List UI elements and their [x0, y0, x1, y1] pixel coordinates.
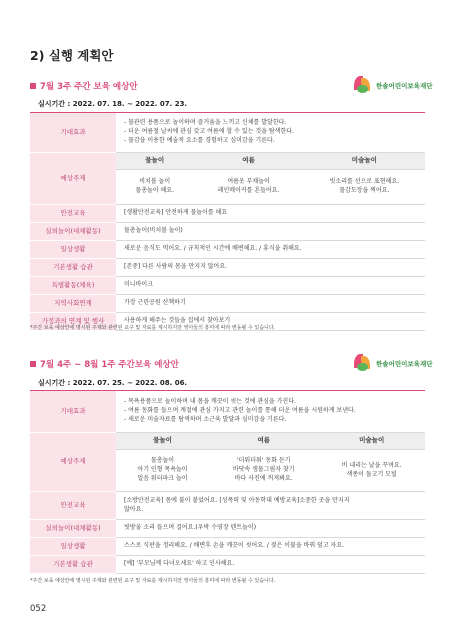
goal-content	[116, 391, 425, 433]
outdoor-label: 실외놀이(대체활동)	[30, 520, 116, 538]
theme-line: 여름옷 부채놀이	[227, 178, 270, 186]
theme-header: 여름	[193, 153, 303, 170]
goal-line: - 목욕용품으로 놀이하며 내 몸을 깨끗이 씻는 것에 관심을 가진다.	[124, 398, 296, 406]
theme-line: 아기 인형 목욕놀이	[137, 466, 188, 474]
safety-row	[30, 205, 425, 223]
safety-content	[116, 492, 425, 520]
daily-content: 새로운 음식도 먹어요. / 규칙적인 시간에 배변해요. / 휴식을 취해요.	[116, 241, 425, 259]
page-number: 052	[30, 604, 47, 614]
goal-line: - 물관련 용품으로 놀이하며 즐거움을 느끼고 신체를 발달한다.	[124, 119, 287, 127]
theme-cell	[318, 450, 425, 492]
theme-line: 색종이 돌고기 모빌	[346, 470, 397, 478]
special-content: 미니바이크	[116, 277, 425, 295]
theme-line: 비치볼 놀이	[139, 178, 171, 186]
goal-row	[30, 113, 425, 153]
square-bullet-icon	[30, 361, 36, 367]
community-row	[30, 295, 425, 313]
goal-label: 기대효과	[30, 113, 116, 153]
special-row	[30, 277, 425, 295]
goal-line: - 여름 동화를 들으며 계절에 관심 가지고 관련 놀이를 통해 더운 여름을 시원하게 보낸다.	[124, 407, 356, 415]
theme-cell	[304, 170, 425, 205]
goal-line: - 물감을 이용한 예술적 요소를 경험하고 심미감을 기른다.	[124, 136, 275, 144]
theme-cell	[116, 450, 209, 492]
theme-header: 미술놀이	[318, 433, 425, 450]
theme-line: '더워더워' 동화 듣기	[236, 457, 291, 465]
theme-line: 레인메이커를 흔들어요.	[217, 187, 280, 194]
habit-content: [예] '부모님께 다녀오세요' 하고 인사해요.	[116, 556, 425, 574]
theme-header: 여름	[209, 433, 318, 450]
goal-label: 기대효과	[30, 391, 116, 433]
safety-label: 안전교육	[30, 205, 116, 223]
leaf-logo-icon	[352, 354, 374, 372]
foundation-logo	[352, 354, 433, 372]
foundation-logo	[352, 76, 433, 94]
habit-row	[30, 259, 425, 277]
community-label: 지역사회연계	[30, 295, 116, 313]
theme-line: 물감도장을 찍어요.	[339, 187, 390, 194]
page-title: 2) 실행 계획안	[30, 48, 114, 63]
logo-name: 한솔어린이보육재단	[376, 359, 433, 368]
outdoor-row	[30, 223, 425, 241]
safety-line: 않아요.	[124, 505, 144, 513]
family-content: 사용하게 해주는 것들을 집에서 찾아보기	[116, 313, 425, 331]
plan-1-note: *주간 보육 예상안에 명시된 주제와 관련된 교구 및 자료를 제시하지만 영아들의 흥미에 따라 변동될 수 있습니다.	[30, 325, 276, 331]
family-label: 가정과의 연계 및 행사	[30, 313, 116, 331]
goal-content	[116, 113, 425, 153]
daily-row	[30, 538, 425, 556]
plan-2-heading-text: 7월 4주 ~ 8월 1주 주간보육 예상안	[40, 360, 179, 370]
safety-row	[30, 492, 425, 520]
theme-line: 물총놀이	[150, 457, 175, 465]
plan-2-period: 실시기간 : 2022. 07. 25. ~ 2022. 08. 06.	[38, 379, 188, 387]
safety-label: 안전교육	[30, 492, 116, 520]
habit-content: [존중] 다른 사람의 몸을 만지지 않아요.	[116, 259, 425, 277]
theme-header: 물놀이	[116, 153, 193, 170]
plan-1-heading	[30, 80, 138, 92]
plan-1-table	[30, 112, 425, 331]
plan-2-heading	[30, 358, 179, 370]
theme-header: 물놀이	[116, 433, 209, 450]
community-content: 가장 근린공원 산책하기	[116, 295, 425, 313]
goal-line: - 더운 여름철 날씨에 관심 갖고 여름에 할 수 있는 것을 탐색한다.	[124, 128, 294, 136]
theme-line: 바다 사진에 꺼져봐요.	[234, 474, 293, 482]
goal-line: - 새로운 미술자료를 탐색하며 소근육 발달과 심미감을 기른다.	[124, 415, 287, 423]
theme-header: 미술놀이	[304, 153, 425, 170]
theme-header-row	[30, 433, 425, 450]
habit-label: 기본생활 습관	[30, 259, 116, 277]
plan-2-note: *주간 보육 예상안에 명시된 주제와 관련된 교구 및 자료를 제시하지만 영아들의 흥미에 따라 변동될 수 있습니다.	[30, 578, 276, 584]
theme-line: 바닷속 생물그림자 찾기	[232, 466, 295, 474]
theme-line: 얼음 워터파크 놀이	[137, 474, 188, 482]
daily-content: 스스로 식판을 정리해요. / 배변후 손을 깨끗이 씻어요. / 젖은 이불을 바꿔 덮고 자요.	[116, 538, 425, 556]
plan-1-period: 실시기간 : 2022. 07. 18. ~ 2022. 07. 23.	[38, 100, 188, 108]
theme-line: 빗소리를 선으로 표현해요.	[329, 178, 400, 186]
goal-row	[30, 391, 425, 433]
special-label: 특별활동(체육)	[30, 277, 116, 295]
theme-cell	[193, 170, 303, 205]
theme-line: 물총놀이 해요.	[135, 187, 174, 194]
outdoor-content: 빗방울 소리 들으며 걸어요.(우박 수영장 텐트놀이)	[116, 520, 425, 538]
square-bullet-icon	[30, 83, 36, 89]
theme-cell	[209, 450, 318, 492]
logo-name: 한솔어린이보육재단	[376, 81, 433, 90]
daily-label: 일상생활	[30, 241, 116, 259]
plan-1-heading-text: 7월 3주 주간 보육 예상안	[40, 82, 138, 92]
theme-line: 비 내리는 날을 꾸며요.	[341, 461, 402, 469]
outdoor-content: 물총놀이(비치볼 놀이)	[116, 223, 425, 241]
plan-2-table	[30, 390, 425, 574]
safety-content: [생활안전교육] 안전하게 물놀이를 해요	[116, 205, 425, 223]
theme-cell	[116, 170, 193, 205]
habit-row	[30, 556, 425, 574]
outdoor-label: 실외놀이(대체활동)	[30, 223, 116, 241]
leaf-logo-icon	[352, 76, 374, 94]
outdoor-row	[30, 520, 425, 538]
safety-line: [소방안전교육] 몸에 불이 붙었어요. [성폭력 및 아동학대 예방교육]소중한 곳을 만지지	[124, 496, 350, 504]
habit-label: 기본생활 습관	[30, 556, 116, 574]
theme-header-row	[30, 153, 425, 170]
daily-label: 일상생활	[30, 538, 116, 556]
daily-row	[30, 241, 425, 259]
theme-label: 예상주제	[30, 153, 116, 205]
theme-label: 예상주제	[30, 433, 116, 492]
